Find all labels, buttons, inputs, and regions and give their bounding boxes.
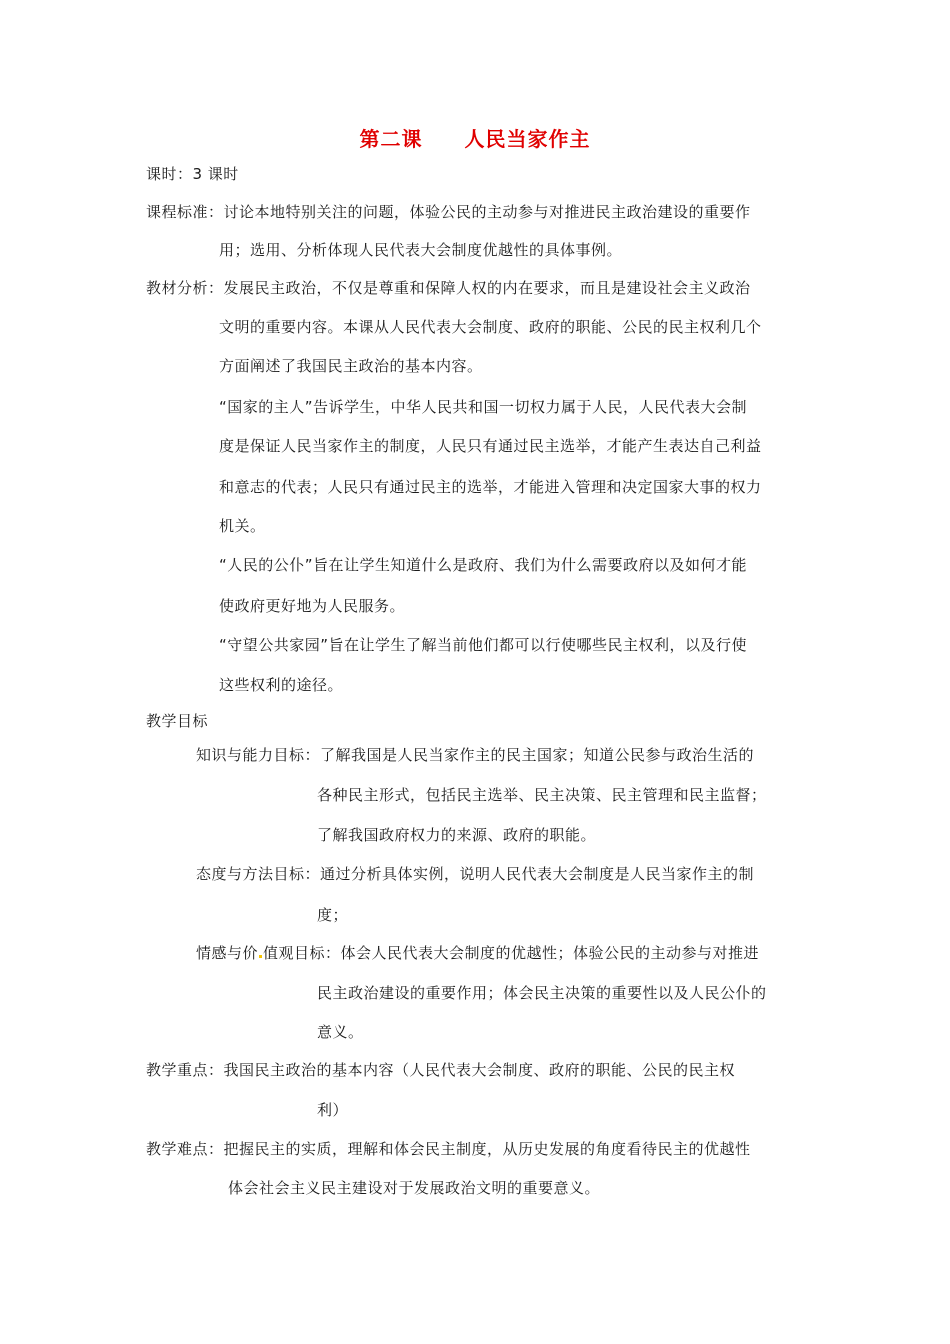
- analysis-paragraph: 使政府更好地为人民服务。: [219, 597, 406, 615]
- teaching-focus-cont: 利）: [317, 1101, 349, 1119]
- curriculum-standard: 课程标准：讨论本地特别关注的问题，体验公民的主动参与对推进民主政治建设的重要作: [146, 203, 751, 221]
- knowledge-goal: 知识与能力目标：了解我国是人民当家作主的民主国家；知道公民参与政治生活的: [196, 746, 755, 764]
- analysis-paragraph: “守望公共家园”旨在让学生了解当前他们都可以行使哪些民主权利，以及行使: [219, 636, 748, 654]
- lesson-title: 第二课 人民当家作主: [359, 127, 591, 151]
- curriculum-standard-cont: 用；选用、分析体现人民代表大会制度优越性的具体事例。: [219, 241, 623, 259]
- analysis-paragraph: 和意志的代表；人民只有通过民主的选举，才能进入管理和决定国家大事的权力: [219, 478, 762, 496]
- attitude-goal: 态度与方法目标：通过分析具体实例，说明人民代表大会制度是人民当家作主的制: [196, 865, 755, 883]
- attitude-goal-cont: 度；: [317, 906, 349, 924]
- teaching-difficulty-cont: 体会社会主义民主建设对于发展政治文明的重要意义。: [228, 1179, 601, 1197]
- teaching-difficulty: 教学难点：把握民主的实质，理解和体会民主制度，从历史发展的角度看待民主的优越性: [146, 1140, 751, 1158]
- knowledge-goal-cont: 了解我国政府权力的来源、政府的职能。: [317, 826, 597, 844]
- emotion-goal-part2: 值观目标：体会人民代表大会制度的优越性；体验公民的主动参与对推进: [263, 944, 760, 962]
- teaching-goals-heading: 教学目标: [146, 712, 209, 730]
- emotion-goal-cont: 意义。: [317, 1023, 364, 1041]
- teaching-focus: 教学重点：我国民主政治的基本内容（人民代表大会制度、政府的职能、公民的民主权: [146, 1061, 736, 1079]
- textbook-analysis: 教材分析：发展民主政治，不仅是尊重和保障人权的内在要求，而且是建设社会主义政治: [146, 279, 751, 297]
- analysis-paragraph: 度是保证人民当家作主的制度，人民只有通过民主选举，才能产生表达自己利益: [219, 437, 762, 455]
- textbook-analysis-cont: 方面阐述了我国民主政治的基本内容。: [219, 357, 483, 375]
- emotion-goal-part1: 情感与价: [196, 944, 259, 962]
- analysis-paragraph: 机关。: [219, 517, 266, 535]
- analysis-paragraph: “人民的公仆”旨在让学生知道什么是政府、我们为什么需要政府以及如何才能: [219, 556, 748, 574]
- emotion-goal: [196, 943, 759, 963]
- knowledge-goal-cont: 各种民主形式，包括民主选举、民主决策、民主管理和民主监督；: [317, 786, 767, 804]
- textbook-analysis-cont: 文明的重要内容。本课从人民代表大会制度、政府的职能、公民的民主权利几个: [219, 318, 762, 336]
- analysis-paragraph: “国家的主人”告诉学生，中华人民共和国一切权力属于人民，人民代表大会制: [219, 398, 748, 416]
- class-hours: 课时：3 课时: [146, 165, 239, 183]
- emotion-goal-cont: 民主政治建设的重要作用；体会民主决策的重要性以及人民公仆的: [317, 984, 767, 1002]
- analysis-paragraph: 这些权利的途径。: [219, 676, 344, 694]
- highlight-mark: [259, 955, 262, 958]
